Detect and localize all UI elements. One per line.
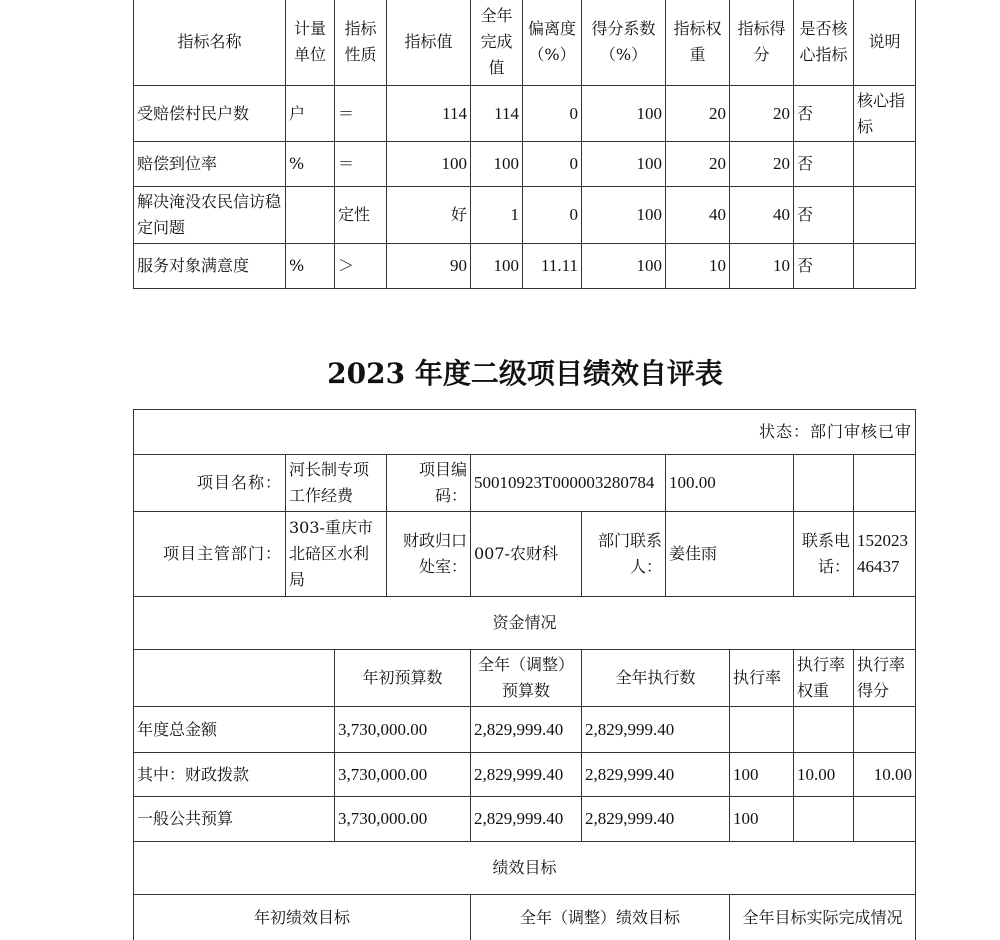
contact-label: 部门联系人： xyxy=(582,512,666,597)
indicator-name: 赔偿到位率 xyxy=(134,142,286,187)
indicator-coefficient: 100 xyxy=(582,244,666,289)
indicator-note: 核心指标 xyxy=(854,86,916,142)
funds-row-label: 其中：财政拨款 xyxy=(134,753,335,797)
indicator-deviation: 0 xyxy=(523,187,582,244)
indicator-core: 否 xyxy=(794,187,854,244)
funds-adjusted: 2,829,999.40 xyxy=(471,707,582,753)
table-row xyxy=(134,142,916,187)
indicator-unit: % xyxy=(286,244,335,289)
header-cell: 指标得分 xyxy=(730,0,794,86)
goals-header-adjusted: 全年（调整）绩效目标 xyxy=(471,895,730,940)
funds-weight: 10.00 xyxy=(794,753,854,797)
table-row xyxy=(134,244,916,289)
indicator-score: 40 xyxy=(730,187,794,244)
indicator-unit xyxy=(286,187,335,244)
header-cell: 指标性质 xyxy=(335,0,387,86)
funds-executed: 2,829,999.40 xyxy=(582,707,730,753)
indicator-unit: % xyxy=(286,142,335,187)
indicator-done: 100 xyxy=(471,244,523,289)
indicator-core: 否 xyxy=(794,244,854,289)
status-text: 状态：部门审核已审 xyxy=(134,410,916,455)
project-name: 河长制专项工作经费 xyxy=(286,455,387,512)
funds-initial: 3,730,000.00 xyxy=(335,707,471,753)
funds-rate: 100 xyxy=(730,753,794,797)
department-row xyxy=(134,512,916,597)
goals-header-row xyxy=(134,895,916,940)
indicator-done: 1 xyxy=(471,187,523,244)
indicator-value: 100 xyxy=(387,142,471,187)
empty-cell xyxy=(134,650,335,707)
indicator-score: 20 xyxy=(730,142,794,187)
project-code-label: 项目编码： xyxy=(387,455,471,512)
header-cell: 指标值 xyxy=(387,0,471,86)
funds-rate xyxy=(730,707,794,753)
phone-number: 15202346437 xyxy=(854,512,916,597)
phone-label: 联系电话： xyxy=(794,512,854,597)
indicator-value: 114 xyxy=(387,86,471,142)
indicator-coefficient: 100 xyxy=(582,142,666,187)
goals-section-row xyxy=(134,842,916,895)
indicator-deviation: 0 xyxy=(523,142,582,187)
indicator-weight: 10 xyxy=(666,244,730,289)
indicator-table xyxy=(133,0,916,289)
funds-header-score: 执行率得分 xyxy=(854,650,916,707)
funds-initial: 3,730,000.00 xyxy=(335,753,471,797)
indicator-score: 10 xyxy=(730,244,794,289)
indicator-name: 受赔偿村民户数 xyxy=(134,86,286,142)
indicator-name: 服务对象满意度 xyxy=(134,244,286,289)
indicator-done: 114 xyxy=(471,86,523,142)
funds-header-rate: 执行率 xyxy=(730,650,794,707)
form-title: 2023 年度二级项目绩效自评表 xyxy=(327,357,723,390)
indicator-coefficient: 100 xyxy=(582,86,666,142)
project-name-label: 项目名称： xyxy=(134,455,286,512)
dept-label: 项目主管部门： xyxy=(134,512,286,597)
header-cell: 指标权重 xyxy=(666,0,730,86)
header-cell: 全年完成值 xyxy=(471,0,523,86)
indicator-weight: 20 xyxy=(666,142,730,187)
indicator-note xyxy=(854,244,916,289)
indicator-score: 20 xyxy=(730,86,794,142)
funds-score xyxy=(854,707,916,753)
table-row xyxy=(134,707,916,753)
funds-executed: 2,829,999.40 xyxy=(582,797,730,842)
project-info-row xyxy=(134,455,916,512)
header-cell: 得分系数（%） xyxy=(582,0,666,86)
finance-label: 财政归口处室： xyxy=(387,512,471,597)
funds-score xyxy=(854,797,916,842)
indicator-unit: 户 xyxy=(286,86,335,142)
funds-weight xyxy=(794,797,854,842)
indicator-value: 好 xyxy=(387,187,471,244)
header-cell: 偏离度（%） xyxy=(523,0,582,86)
funds-adjusted: 2,829,999.40 xyxy=(471,797,582,842)
indicator-header-row xyxy=(134,0,916,86)
goals-section-title: 绩效目标 xyxy=(134,842,916,895)
funds-header-row xyxy=(134,650,916,707)
funds-header-adjusted: 全年（调整）预算数 xyxy=(471,650,582,707)
indicator-deviation: 0 xyxy=(523,86,582,142)
indicator-coefficient: 100 xyxy=(582,187,666,244)
funds-weight xyxy=(794,707,854,753)
self-evaluation-form xyxy=(133,409,916,940)
indicator-nature: 定性 xyxy=(335,187,387,244)
table-row xyxy=(134,187,916,244)
goals-header-actual: 全年目标实际完成情况 xyxy=(730,895,916,940)
funds-header-initial: 年初预算数 xyxy=(335,650,471,707)
indicator-done: 100 xyxy=(471,142,523,187)
self-score: 100.00 xyxy=(666,455,794,512)
indicator-weight: 20 xyxy=(666,86,730,142)
funds-section-title: 资金情况 xyxy=(134,597,916,650)
indicator-deviation: 11.11 xyxy=(523,244,582,289)
funds-header-weight: 执行率权重 xyxy=(794,650,854,707)
funds-section-row xyxy=(134,597,916,650)
indicator-name: 解决淹没农民信访稳定问题 xyxy=(134,187,286,244)
indicator-value: 90 xyxy=(387,244,471,289)
header-cell: 说明 xyxy=(854,0,916,86)
table-row xyxy=(134,753,916,797)
contact-name: 姜佳雨 xyxy=(666,512,794,597)
indicator-nature: ＞ xyxy=(335,244,387,289)
funds-adjusted: 2,829,999.40 xyxy=(471,753,582,797)
funds-row-label: 年度总金额 xyxy=(134,707,335,753)
funds-row-label: 一般公共预算 xyxy=(134,797,335,842)
indicator-core: 否 xyxy=(794,86,854,142)
project-code: 50010923T000003280784 xyxy=(471,455,666,512)
header-cell: 是否核心指标 xyxy=(794,0,854,86)
table-row xyxy=(134,86,916,142)
indicator-nature: ＝ xyxy=(335,142,387,187)
dept-name: 303-重庆市北碚区水利局 xyxy=(286,512,387,597)
indicator-note xyxy=(854,187,916,244)
indicator-nature: ＝ xyxy=(335,86,387,142)
empty-cell xyxy=(854,455,916,512)
indicator-weight: 40 xyxy=(666,187,730,244)
funds-executed: 2,829,999.40 xyxy=(582,753,730,797)
funds-header-executed: 全年执行数 xyxy=(582,650,730,707)
finance-office: 007-农财科 xyxy=(471,512,582,597)
status-row xyxy=(134,410,916,455)
funds-score: 10.00 xyxy=(854,753,916,797)
funds-rate: 100 xyxy=(730,797,794,842)
empty-cell xyxy=(794,455,854,512)
indicator-core: 否 xyxy=(794,142,854,187)
table-row xyxy=(134,797,916,842)
goals-header-initial: 年初绩效目标 xyxy=(134,895,471,940)
header-cell: 指标名称 xyxy=(134,0,286,86)
indicator-note xyxy=(854,142,916,187)
header-cell: 计量单位 xyxy=(286,0,335,86)
funds-initial: 3,730,000.00 xyxy=(335,797,471,842)
